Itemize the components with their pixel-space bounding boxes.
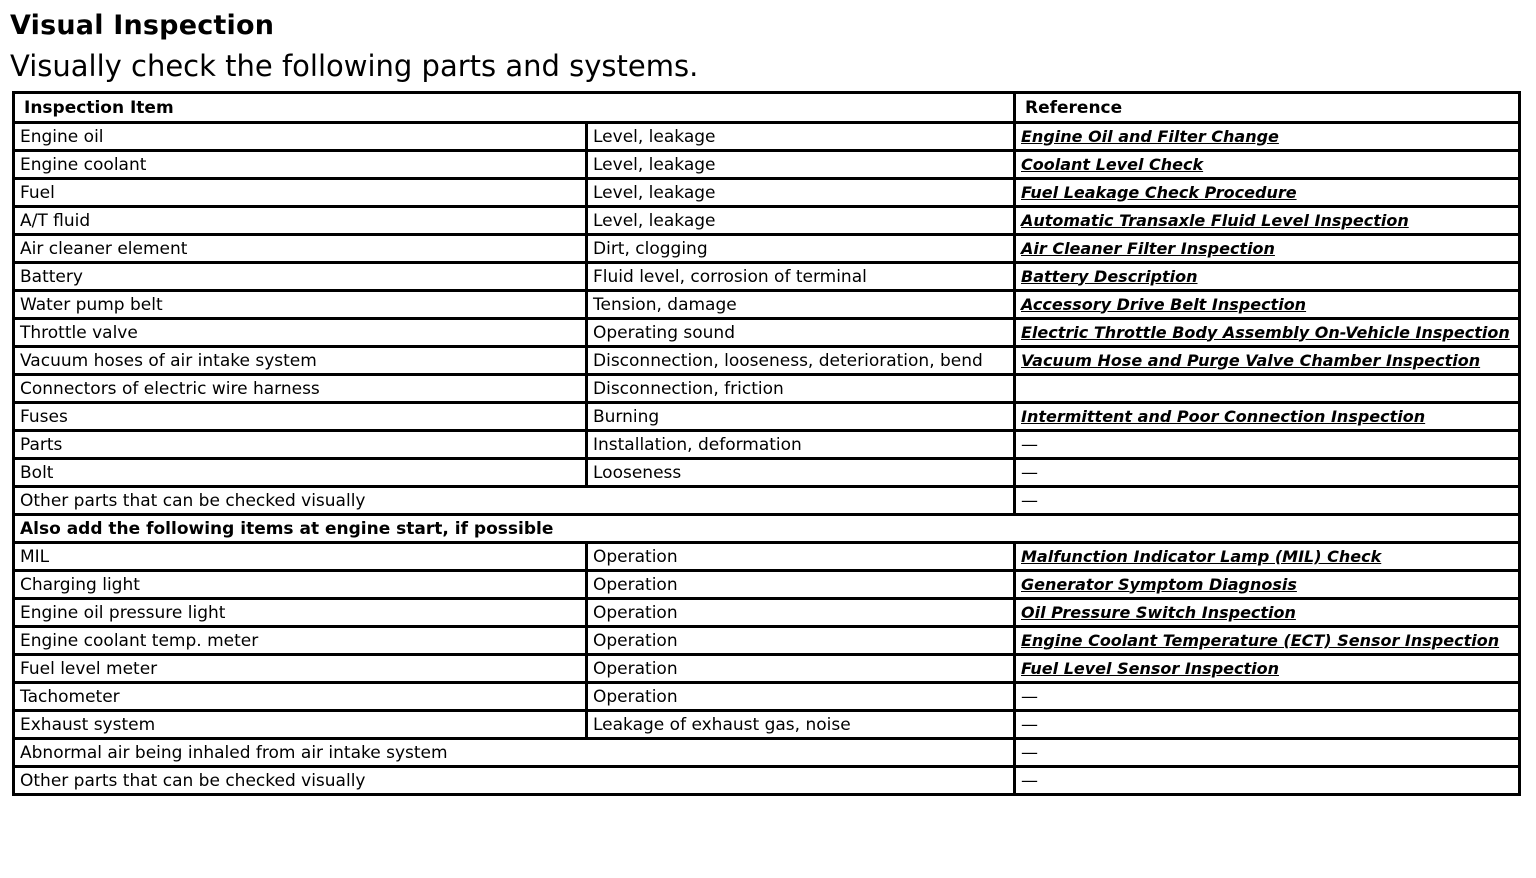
inspection-item: Battery: [14, 263, 587, 291]
table-row: [14, 767, 1520, 795]
table-row: [14, 487, 1520, 515]
inspection-check: Dirt, clogging: [587, 235, 1015, 263]
reference-cell: —: [1015, 459, 1520, 487]
inspection-check: Level, leakage: [587, 151, 1015, 179]
inspection-item: A/T fluid: [14, 207, 587, 235]
reference-link[interactable]: Vacuum Hose and Purge Valve Chamber Inspection: [1021, 350, 1481, 370]
inspection-item: Other parts that can be checked visually: [14, 487, 1015, 515]
table-row: [14, 599, 1520, 627]
inspection-item: Engine oil pressure light: [14, 599, 587, 627]
inspection-item: Engine coolant: [14, 151, 587, 179]
reference-cell: —: [1015, 431, 1520, 459]
inspection-check: Operation: [587, 655, 1015, 683]
inspection-check: Operation: [587, 543, 1015, 571]
inspection-item: MIL: [14, 543, 587, 571]
inspection-item: Water pump belt: [14, 291, 587, 319]
inspection-check: Operation: [587, 627, 1015, 655]
reference-link[interactable]: Electric Throttle Body Assembly On-Vehicle Inspection: [1021, 322, 1510, 342]
reference-link[interactable]: Battery Description: [1021, 266, 1198, 286]
reference-cell: —: [1015, 711, 1520, 739]
inspection-check: Operation: [587, 683, 1015, 711]
reference-link[interactable]: Engine Oil and Filter Change: [1021, 126, 1279, 146]
inspection-item: Fuel level meter: [14, 655, 587, 683]
inspection-check: Burning: [587, 403, 1015, 431]
inspection-check: Disconnection, friction: [587, 375, 1015, 403]
table-row: [14, 571, 1520, 599]
inspection-item: Engine oil: [14, 123, 587, 151]
reference-cell: [1015, 599, 1520, 627]
inspection-item: Fuses: [14, 403, 587, 431]
reference-cell: [1015, 403, 1520, 431]
reference-cell: [1015, 263, 1520, 291]
inspection-item: Exhaust system: [14, 711, 587, 739]
inspection-item: Vacuum hoses of air intake system: [14, 347, 587, 375]
reference-cell: [1015, 627, 1520, 655]
reference-cell: [1015, 543, 1520, 571]
inspection-check: Level, leakage: [587, 123, 1015, 151]
table-row: [14, 711, 1520, 739]
table-row: [14, 431, 1520, 459]
table-row: [14, 655, 1520, 683]
inspection-check: Operation: [587, 599, 1015, 627]
table-row: [14, 627, 1520, 655]
inspection-item: Engine coolant temp. meter: [14, 627, 587, 655]
reference-link[interactable]: Air Cleaner Filter Inspection: [1021, 238, 1275, 258]
inspection-check: Leakage of exhaust gas, noise: [587, 711, 1015, 739]
inspection-item: Parts: [14, 431, 587, 459]
table-row: [14, 403, 1520, 431]
inspection-check: Level, leakage: [587, 207, 1015, 235]
reference-link[interactable]: Generator Symptom Diagnosis: [1021, 574, 1297, 594]
inspection-item: Bolt: [14, 459, 587, 487]
reference-cell: [1015, 655, 1520, 683]
inspection-item: Other parts that can be checked visually: [14, 767, 1015, 795]
inspection-check: Fluid level, corrosion of terminal: [587, 263, 1015, 291]
page-subtitle: Visually check the following parts and systems.: [10, 49, 699, 83]
reference-cell: [1015, 571, 1520, 599]
reference-link[interactable]: Malfunction Indicator Lamp (MIL) Check: [1021, 546, 1382, 566]
reference-cell: [1015, 123, 1520, 151]
table-row: [14, 179, 1520, 207]
inspection-check: Operating sound: [587, 319, 1015, 347]
inspection-item: Connectors of electric wire harness: [14, 375, 587, 403]
table-row: [14, 347, 1520, 375]
table-row: [14, 319, 1520, 347]
header-reference: Reference: [1015, 93, 1520, 123]
table-row: [14, 151, 1520, 179]
inspection-item: Air cleaner element: [14, 235, 587, 263]
inspection-check: Installation, deformation: [587, 431, 1015, 459]
reference-cell: [1015, 235, 1520, 263]
section-row: [14, 515, 1520, 543]
inspection-check: Looseness: [587, 459, 1015, 487]
reference-cell: [1015, 375, 1520, 403]
inspection-item: Charging light: [14, 571, 587, 599]
reference-cell: —: [1015, 767, 1520, 795]
reference-cell: [1015, 319, 1520, 347]
reference-cell: [1015, 347, 1520, 375]
table-header-row: [14, 93, 1520, 123]
table-row: [14, 459, 1520, 487]
reference-link[interactable]: Fuel Level Sensor Inspection: [1021, 658, 1279, 678]
reference-link[interactable]: Engine Coolant Temperature (ECT) Sensor Inspection: [1021, 630, 1500, 650]
table-row: [14, 543, 1520, 571]
reference-link[interactable]: Fuel Leakage Check Procedure: [1021, 182, 1297, 202]
table-row: [14, 683, 1520, 711]
inspection-check: Tension, damage: [587, 291, 1015, 319]
reference-cell: —: [1015, 739, 1520, 767]
reference-link[interactable]: Coolant Level Check: [1021, 154, 1204, 174]
table-row: [14, 739, 1520, 767]
header-inspection-item: Inspection Item: [14, 93, 1015, 123]
inspection-check: Level, leakage: [587, 179, 1015, 207]
page-title: Visual Inspection: [10, 10, 275, 41]
reference-cell: [1015, 291, 1520, 319]
reference-link[interactable]: Automatic Transaxle Fluid Level Inspection: [1021, 210, 1409, 230]
table-row: [14, 291, 1520, 319]
inspection-item: Throttle valve: [14, 319, 587, 347]
inspection-item: Fuel: [14, 179, 587, 207]
reference-cell: —: [1015, 487, 1520, 515]
section-heading: Also add the following items at engine start, if possible: [14, 515, 1520, 543]
inspection-check: Operation: [587, 571, 1015, 599]
table-row: [14, 123, 1520, 151]
inspection-table: [12, 91, 1521, 796]
reference-link[interactable]: Intermittent and Poor Connection Inspection: [1021, 406, 1426, 426]
reference-link[interactable]: Oil Pressure Switch Inspection: [1021, 602, 1296, 622]
reference-cell: [1015, 179, 1520, 207]
inspection-item: Abnormal air being inhaled from air intake system: [14, 739, 1015, 767]
inspection-item: Tachometer: [14, 683, 587, 711]
table-row: [14, 375, 1520, 403]
inspection-check: Disconnection, looseness, deterioration, bend: [587, 347, 1015, 375]
reference-link[interactable]: Accessory Drive Belt Inspection: [1021, 294, 1307, 314]
reference-cell: [1015, 207, 1520, 235]
reference-cell: —: [1015, 683, 1520, 711]
table-row: [14, 235, 1520, 263]
table-body: [14, 123, 1520, 795]
reference-cell: [1015, 151, 1520, 179]
table-row: [14, 207, 1520, 235]
table-row: [14, 263, 1520, 291]
